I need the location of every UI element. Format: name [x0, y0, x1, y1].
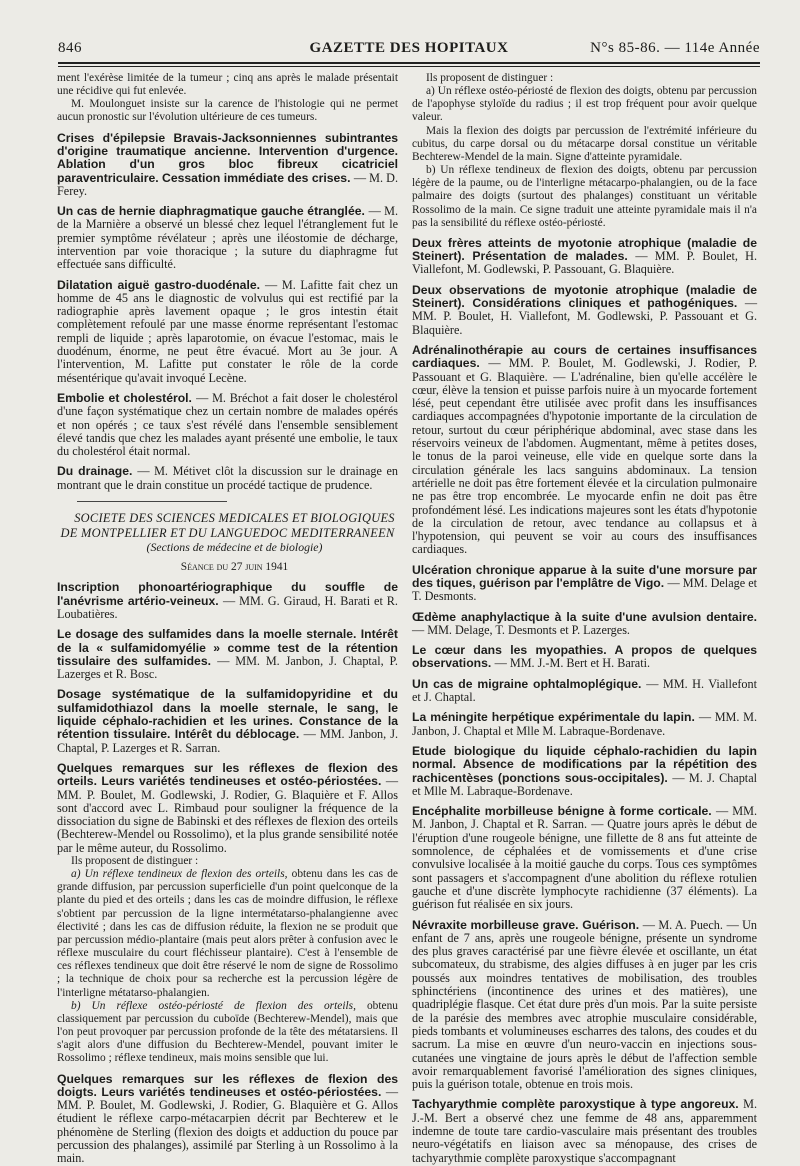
section-heading: Du drainage. — M. Métivet clôt la discussion sur le drainage en montrant que le drain constitue un procédé tactique de prudence.	[57, 464, 398, 492]
paragraph: M. Moulonguet insiste sur la carence de l'histologie qui ne permet aucun pronostic sur l'évolution ultérieure de ces tumeurs.	[57, 98, 398, 124]
section-heading: Deux observations de myotonie atrophique (maladie de Steinert). Considérations cliniques et pathogéniques. — MM. P. Boulet, H. Viallefont, M. Godlewski, P. Passouant et G. Blaquière.	[412, 282, 757, 337]
section-heading: Ulcération chronique apparue à la suite d'une morsure par des tiques, guérison par l'emplâtre de Vigo. — MM. Delage et T. Desmonts.	[412, 562, 757, 604]
paragraph: ment l'exérèse limitée de la tumeur ; cinq ans après le malade présentait une récidive qui fut enlevée.	[57, 72, 398, 98]
section-heading: Tachyarythmie complète paroxystique à type angoreux. M. J.-M. Bert a observé chez une femme de 48 ans, apparemment indemne de toute tare cardio-vasculaire mais présentant des troubles neuro-végétatifs en liaison avec sa ménopause, des crises de tachyarythmie complète paroxystique s'accompagnant	[412, 1097, 758, 1165]
section-heading: Le cœur dans les myopathies. A propos de quelques observations. — MM. J.-M. Bert et H. Barati.	[412, 643, 757, 671]
section-heading: Le dosage des sulfamides dans la moelle sternale. Intérêt de la « sulfamidomyélie » comme test de la rétention tissulaire des sulfamides. — MM. M. Janbon, J. Chaptal, P. Lazerges et R. Bosc.	[57, 627, 398, 682]
paragraph: Ils proposent de distinguer :	[426, 72, 554, 84]
session-date: Séance du 27 juin 1941	[180, 561, 289, 574]
section-heading: Un cas de migraine ophtalmoplégique. — MM. H. Viallefont et J. Chaptal.	[412, 676, 757, 705]
section-heading: Deux frères atteints de myotonie atrophique (maladie de Steinert). Présentation de malades. — MM. P. Boulet, H. Viallefont, M. Godlewski, P. Passouant, G. Blaquière.	[412, 235, 757, 277]
section-heading: Crises d'épilepsie Bravais-Jacksonniennes subintrantes d'origine traumatique ancienne. Intervention d'urgence. Ablation d'un gros bloc fibreux cicatriciel paraventriculaire. Cessation immédiate des crises. — M. D. Ferey.	[57, 130, 398, 198]
left-column	[57, 72, 399, 1166]
header-rule-thin	[58, 66, 760, 67]
right-column	[412, 72, 758, 1165]
header-rule-thick	[58, 62, 760, 64]
section-heading: Un cas de hernie diaphragmatique gauche étranglée. — M. de la Marnière a observé un blessé chez lequel l'étranglement fut le premier symptôme révélateur ; après une iléostomie de décharge, intervention par voie thoracique ; la suture du diaphragme fut effectuée sans difficulté.	[57, 204, 398, 272]
society-title: SOCIETE DES SCIENCES MEDICALES ET BIOLOGIQUES DE MONTPELLIER ET DU LANGUEDOC MEDITERRANEEN	[60, 511, 395, 541]
section-heading: Quelques remarques sur les réflexes de flexion des orteils. Leurs variétés tendineuses et ostéo-périostées. — MM. P. Boulet, M. Godlewski, J. Rodier, G. Blaquière et F. Allos sont d'accord avec L. Rimbaud pour souligner la fréquence de la dissociation du signe de Babinski et des réflexes de flexion des orteils (Bechterew-Mendel ou Rossolimo), et la plus grande sensibilité notée par le même auteur, du Rossolimo.	[57, 760, 398, 855]
section-heading: Dilatation aiguë gastro-duodénale. — M. Lafitte fait chez un homme de 45 ans le diagnostic de volvulus qui est rectifié par la radiographie après lavement opaque ; le gros intestin était complètement refoulé par une masse énorme représentant l'estomac rempli de liquide ; après laparotomie, on évacue l'estomac, mais le duodénum, énorme, ne peut être évacué. Mort au 3e jour. A l'intervention, M. Lafitte put constater le rôle de la corde mésentérique qu'avait invoqué Lecène.	[57, 277, 399, 385]
paragraph: a) Un réflexe tendineux de flexion des orteils, obtenu dans les cas de grande diffusion, par percussion superficielle d'un point quelconque de la plante du pied et des orteils ; dans les cas de moindre diffusion, le réflexe s'obtient par percussion de la ligne intermétatarso-phalangienne avec électivité ; dans les cas de diffusion réduite, la flexion ne se produit que par percussion médio-plantaire (mais peut alors prêter à confusion avec le réflexe musculaire du court fléchisseur plantaire). C'est à l'ensemble de ces réflexes tendineux que doit être réservé le nom de signe de Rossolimo ; la technique de choix pour sa recherche est la percussion légère de l'interligne métatarso-phalangien.	[57, 868, 398, 999]
society-subtitle: (Sections de médecine et de biologie)	[146, 540, 323, 555]
paragraph: Mais la flexion des doigts par percussion de l'extrémité inférieure du cubitus, du carpe dorsal ou du métacarpe dorsal constitue un véritable Bechterew-Mendel de la main. Signe d'atteinte pyramidale.	[412, 124, 757, 163]
journal-title: GAZETTE DES HOPITAUX	[309, 40, 509, 56]
section-heading: Inscription phonoartériographique du souffle de l'anévrisme artério-veineux. — MM. G. Giraud, H. Barati et R. Loubatières.	[57, 580, 398, 621]
paragraph: Ils proposent de distinguer :	[71, 855, 199, 867]
section-heading: La méningite herpétique expérimentale du lapin. — MM. M. Janbon, J. Chaptal et Mlle M. Labraque-Bordenave.	[412, 710, 757, 738]
paragraph: b) Un réflexe tendineux de flexion des doigts, obtenu par percussion légère de la paume, ou de l'interligne métacarpo-phalangien, ou de la face palmaire des doigts (surtout des phalanges) constituant un véritable Rossolimo de la main. Ce signe traduit une atteinte pyramidale mais il n'a pas la sensibilité du réflexe ostéo-périosté.	[412, 164, 757, 229]
section-heading: Dosage systématique de la sulfamidopyridine et du sulfamidothiazol dans la moelle sternale, le sang, le liquide céphalo-rachidien et les urines. Constance de la rétention tissulaire. Intérêt du déblocage. — MM. Janbon, J. Chaptal, P. Lazerges et R. Sarran.	[57, 687, 398, 755]
section-heading: Etude biologique du liquide céphalo-rachidien du lapin normal. Absence de modifications par la répétition des rachicentèses (ponctions sous-occipitales). — M. J. Chaptal et Mlle M. Labraque-Bordenave.	[412, 743, 757, 798]
paragraph: b) Un réflexe ostéo-périosté de flexion des orteils, obtenu classiquement par percussion du cuboïde (Bechterew-Mendel), mais que l'on peut provoquer par percussion profonde de la tête des métatarsiens. Il s'agit alors d'une diffusion du Bechterew-Mendel, pouvant imiter le Rossolimo ; réflexe tendineux, mais moins sensible que lui.	[57, 999, 398, 1065]
section-heading: Œdème anaphylactique à la suite d'une avulsion dentaire. — MM. Delage, T. Desmonts et P. Lazerges.	[412, 609, 757, 637]
section-heading: Névraxite morbilleuse grave. Guérison. — M. A. Puech. — Un enfant de 7 ans, après une rougeole bénigne, présente un syndrome des plus graves caractérisé par une fièvre élevée et oscillante, un état subcomateux, du strabisme, des algies diffuses à en juger par les cris poussés aux moindres tentatives de mobilisation, des troubles sphinctériens (incontinence des urines et des matières), une quadriplégie flasque. Cet état dure près d'un mois. Par la suite persiste de la parésie des membres avec atrophie musculaire considérable, pieds tombants et volumineuses escharres des talons, des coudes et du sacrum. La mise en œuvre d'un neuro-vaccin en injections sous-cutanées une vingtaine de jours après le début de l'affection semble avoir remarquablement favorisé l'amélioration des signes cliniques, puis la guérison totale, obtenue en trois mois.	[412, 917, 757, 1092]
page-header	[58, 40, 760, 62]
paragraph: a) Un réflexe ostéo-périosté de flexion des doigts, obtenu par percussion de l'apophyse styloïde du radius ; il est trop fréquent pour avoir quelque valeur.	[412, 85, 757, 124]
section-heading: Quelques remarques sur les réflexes de flexion des doigts. Leurs variétés tendineuses et ostéo-périostées. — MM. P. Boulet, M. Godlewski, J. Rodier, G. Blaquière et G. Allos étudient le réflexe carpo-métacarpien décrit par Bechterew et le phénomène de Sterling (flexion des doigts et adduction du pouce par percussion des phalanges), assimilé par Sterling à un Rossolimo à la main.	[57, 1071, 399, 1166]
section-heading: Encéphalite morbilleuse bénigne à forme corticale. — MM. M. Janbon, J. Chaptal et R. Sarran. — Quatre jours après le début de l'éruption d'une rougeole bénigne, une fillette de 8 ans fut atteinte de somnolence, de céphalées et de vomissements et d'une crise convulsive localisée à la moitié gauche du corps. Tous ces symptômes sont passagers et s'accompagnent d'une abolition du réflexe rotulien gauche et d'une discrète lymphocyte rachidienne (37 éléments). La guérison fut réalisée en six jours.	[412, 804, 758, 912]
section-divider	[77, 501, 227, 502]
issue-number: N°s 85-86. — 114e Année	[590, 40, 760, 56]
section-heading: Embolie et cholestérol. — M. Bréchot a fait doser le cholestérol d'une façon systématique chez un certain nombre de malades opérés et non opérés ; ce taux s'est révélé dans l'ensemble sensiblement élevé tandis que chez les malades ayant présenté une embolie, le taux du cholestérol était normal.	[57, 390, 399, 459]
section-heading: Adrénalinothérapie au cours de certaines insuffisances cardiaques. — MM. P. Boulet, M. Godlewski, J. Rodier, P. Passouant et G. Blaquière. — L'adrénaline, bien qu'elle accélère le cœur, élève la tension et puisse parfois nuire à un myocarde fortement lésé, peut cependant être utilisée avec profit dans les insuffisances cardiaques accompagnées d'hypotonie importante de la circulation de retour, surtout du cœur périphérique abdominal, avec stase dans les réservoirs veineux de l'abdomen. Augmentant, même à petites doses, le tonus de la paroi veineuse, elle vide en quelque sorte dans la circulation générale les lacs sanguins abdominaux. La tension artérielle ne doit pas être fortement élevée et la circulation pulmonaire ne pas être trop encombrée. Le myocarde enfin ne doit pas être profondément lésé. Les indications majeures sont les états d'hypotonie de la circulation de retour, avec tendance au collapsus et à l'hypotension, qui peuvent se voir au cours des insuffisances cardiaques.	[412, 342, 757, 557]
page-number: 846	[58, 40, 82, 56]
